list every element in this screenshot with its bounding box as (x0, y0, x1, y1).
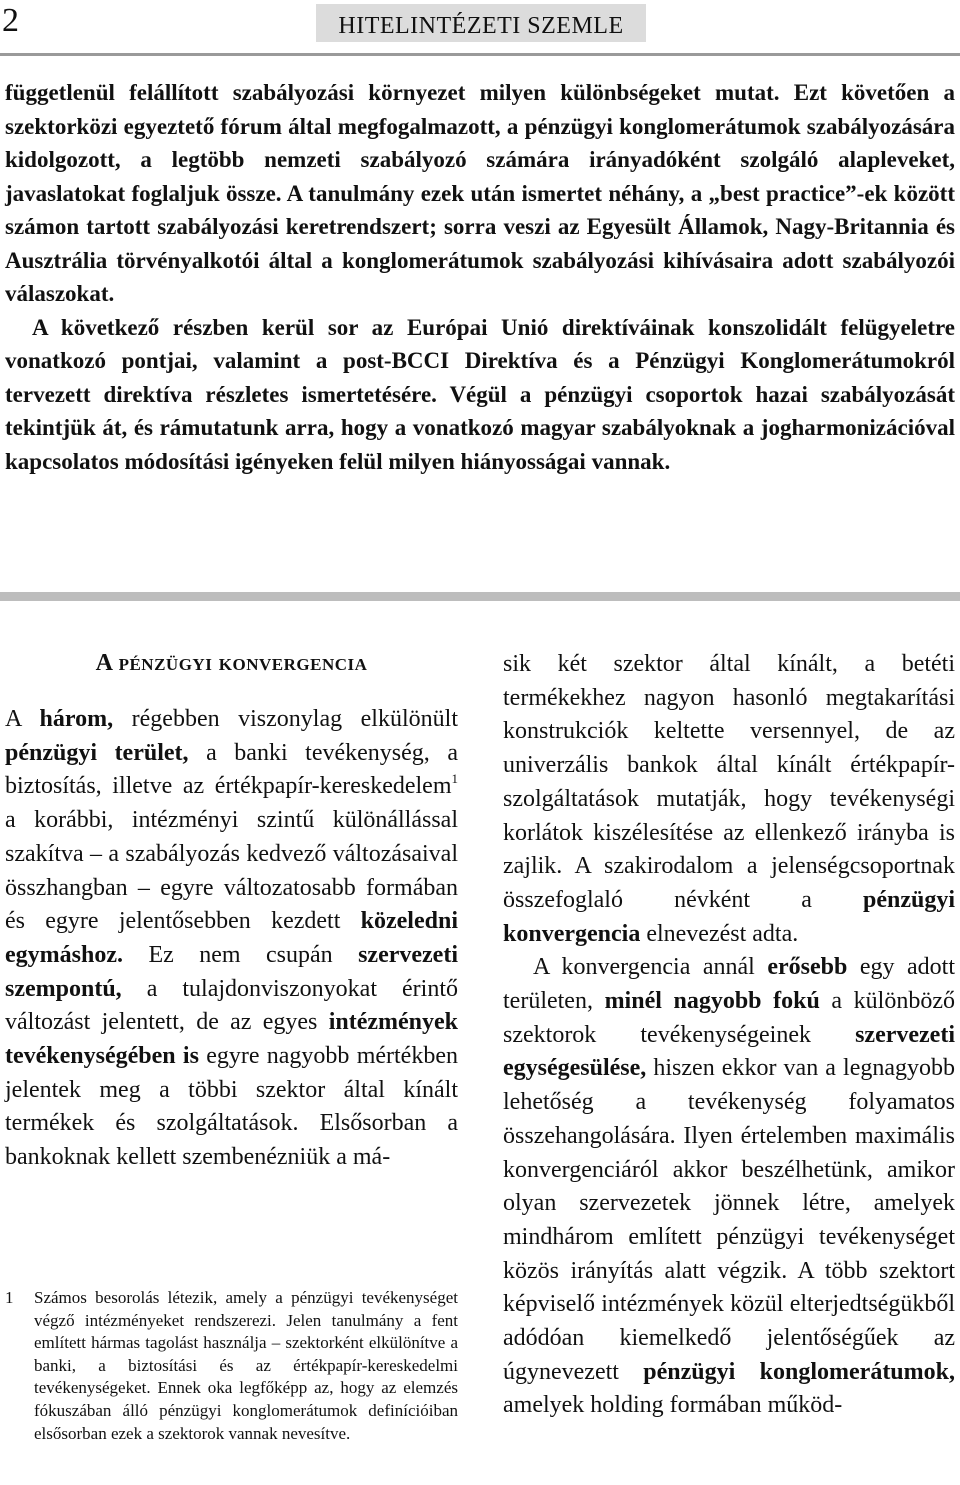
emphasis: erősebb (767, 954, 848, 981)
left-column (5, 648, 458, 1175)
section-title-initial: A (95, 650, 113, 676)
text-run: a korábbi, intézményi szintű különállással szakítva – a szabályozás kedvező változásaival összhangban – egyre változatosabb formában és egyre jelentősebben kezdett (5, 807, 458, 935)
emphasis: pénzügyi terület, (5, 739, 189, 766)
emphasis: pénzügyi konvergencia (503, 886, 955, 947)
emphasis: minél nagyobb fokú (604, 988, 820, 1015)
text-run: egyre nagyobb mértékben jelentek meg a többi szektor által kínált termékek és szolgáltatások. Elsősorban a bankoknak kellett szembenézniük a má- (5, 1043, 458, 1171)
footnote-ref[interactable]: 1 (451, 771, 458, 787)
emphasis: szervezeti egységesülése, (503, 1021, 955, 1082)
text-run: elnevezést adta. (640, 920, 799, 947)
text-run: régebben viszonylag elkülönült (113, 706, 458, 732)
section-divider (0, 592, 960, 601)
text-run: Ez nem csupán (122, 941, 359, 968)
text-run: amelyek holding formában működ- (503, 1392, 843, 1419)
section-title-rest: pénzügyi konvergencia (118, 650, 368, 676)
body-paragraph (503, 951, 955, 1423)
intro-paragraph: függetlenül felállított szabályozási környezet milyen különbségeket mutat. Ezt követően a szektorközi egyeztető fórum által megfogalmazott, a pénzügyi konglomerátumok szabályozására kidolgozott, a legtöbb nemzeti szabályozó számára irányadóként szolgáló alapleveket, javaslatokat foglaljuk össze. A tanulmány ezek után ismertet néhány, a „best practice”-ek között számon tartott szabályozási keretrendszert; sorra veszi az Egyesült Államok, Nagy-Britannia és Ausztrália törvényalkotói által a konglomerátumok szabályozási kihívásaira adott szabályozói válaszokat. (5, 80, 955, 306)
intro-paragraph: A következő részben kerül sor az Európai Unió direktíváinak konszolidált felügyeletre vonatkozó pontjai, valamint a post-BCCI Direktíva és a Pénzügyi Konglomerátumokról tervezett direktíva részletes ismertetésére. Végül a pénzügyi csoportok hazai szabályozását tekintjük át, és rámutatunk arra, hogy a vonatkozó magyar szabályoknak a jogharmonizációval kapcsolatos módosítási igényeken felül milyen hiányosságai vannak. (5, 314, 955, 474)
body-paragraph (5, 703, 458, 1175)
text-run: sik két szektor által kínált, a betéti termékekhez nagyon hasonló megtakarítási konstrukciók keltette versennyel, de az univerzális bankok által kínált értékpapír-szolgáltatások mutatják, hogy tevékenységi korlátok kiszélesítése az ellenkező irányba is zajlik. A szakirodalom a jelenségcsoportnak összefoglaló névként a (503, 651, 955, 913)
section-title (5, 648, 458, 678)
emphasis: pénzügyi konglomerátumok, (643, 1358, 955, 1385)
emphasis: közeledni egymáshoz. (5, 908, 458, 968)
emphasis: három, (39, 706, 114, 732)
body-paragraph (503, 648, 955, 951)
text-run: a banki tevékenység, a biztosítás, illetve az értékpapír-kereskedelem (5, 739, 458, 800)
text-run: A konvergencia annál (533, 954, 768, 981)
emphasis: szervezeti szempontú, (5, 941, 458, 1002)
right-column (503, 648, 955, 1423)
text-run: egy adott területen, (503, 954, 955, 1015)
text-run: a tulajdonviszonyokat érintő változást jelentett, de az egyes (5, 975, 458, 1036)
footnote-number: 1 (5, 1288, 14, 1307)
text-run: hiszen ekkor van a legnagyobb lehetőség a tevékenység folyamatos összehangolására. Ilyen értelemben maximális konvergenciáról akkor beszélhetünk, amikor olyan szervezetek jönnek létre, amelyek mindhárom említett pénzügyi tevékenységet közös irányítás alatt végzik. A több szektort képviselő intézmények közül elterjedtségükből adódóan kiemelkedő jelentőségűek az úgynevezett (503, 1055, 955, 1385)
header-divider (0, 53, 960, 56)
footnote (5, 1287, 458, 1445)
text-run: a különböző szektorok tevékenységeinek (503, 988, 956, 1048)
emphasis: intézmények tevékenységében is (5, 1009, 458, 1070)
page-number: 2 (2, 2, 19, 39)
intro-text (5, 76, 955, 478)
text-run: A (5, 706, 40, 732)
footnote-text: Számos besorolás létezik, amely a pénzügyi tevékenységet végző intézményeket rendszerezi. Jelen tanulmány a fent említett hármas tagolást használja – szektorként elkülönítve a banki, a biztosítási és az értékpapír-kereskedelmi tevékenységeket. Ennek oka legfőképp az, hogy az elemzés fókuszában álló pénzügyi konglomerátumok definícióiban elsősorban ezek a szektorok vannak nevesítve. (34, 1288, 458, 1443)
journal-title: HITELINTÉZETI SZEMLE (316, 4, 646, 42)
